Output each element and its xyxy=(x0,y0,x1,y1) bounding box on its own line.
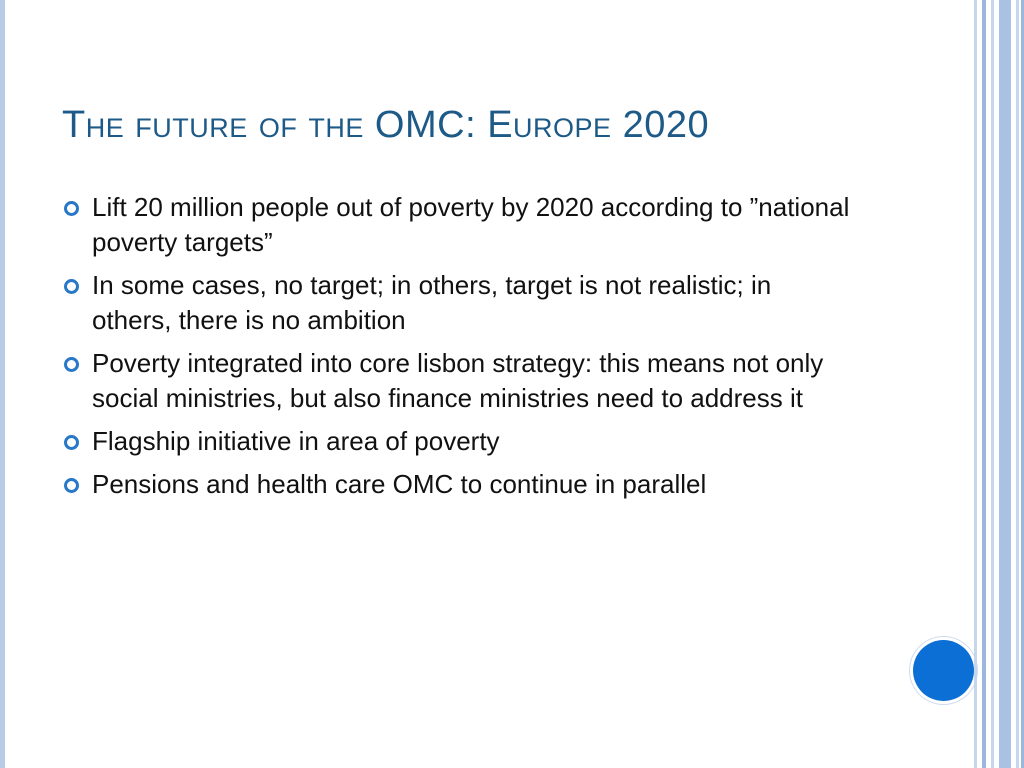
stripe xyxy=(974,0,977,768)
bullet-text: Poverty integrated into core lisbon strategy: this means not only social ministries, but also finance ministries need to address it xyxy=(92,348,824,413)
bullet-item xyxy=(62,190,852,260)
stripe xyxy=(999,0,1011,768)
bullet-item xyxy=(62,346,852,416)
left-frame-border xyxy=(0,0,5,768)
hollow-circle-bullet-icon xyxy=(64,279,79,294)
bullet-list xyxy=(62,190,852,510)
bullet-text: Flagship initiative in area of poverty xyxy=(92,426,500,456)
decorative-side-stripes xyxy=(974,0,1024,768)
slide-title: The future of the OMC: Europe 2020 xyxy=(62,104,710,146)
bullet-text: Lift 20 million people out of poverty by 2020 according to ”national poverty targets” xyxy=(92,192,850,257)
bullet-item xyxy=(62,268,852,338)
bullet-text: In some cases, no target; in others, target is not realistic; in others, there is no ambition xyxy=(92,270,772,335)
stripe xyxy=(1016,0,1019,768)
hollow-circle-bullet-icon xyxy=(64,357,79,372)
decorative-blue-circle xyxy=(913,640,974,701)
hollow-circle-bullet-icon xyxy=(64,201,79,216)
hollow-circle-bullet-icon xyxy=(64,435,79,450)
bullet-item xyxy=(62,467,852,502)
bullet-item xyxy=(62,424,852,459)
hollow-circle-bullet-icon xyxy=(64,478,79,493)
stripe xyxy=(982,0,986,768)
bullet-text: Pensions and health care OMC to continue in parallel xyxy=(92,469,707,499)
stripe xyxy=(991,0,994,768)
